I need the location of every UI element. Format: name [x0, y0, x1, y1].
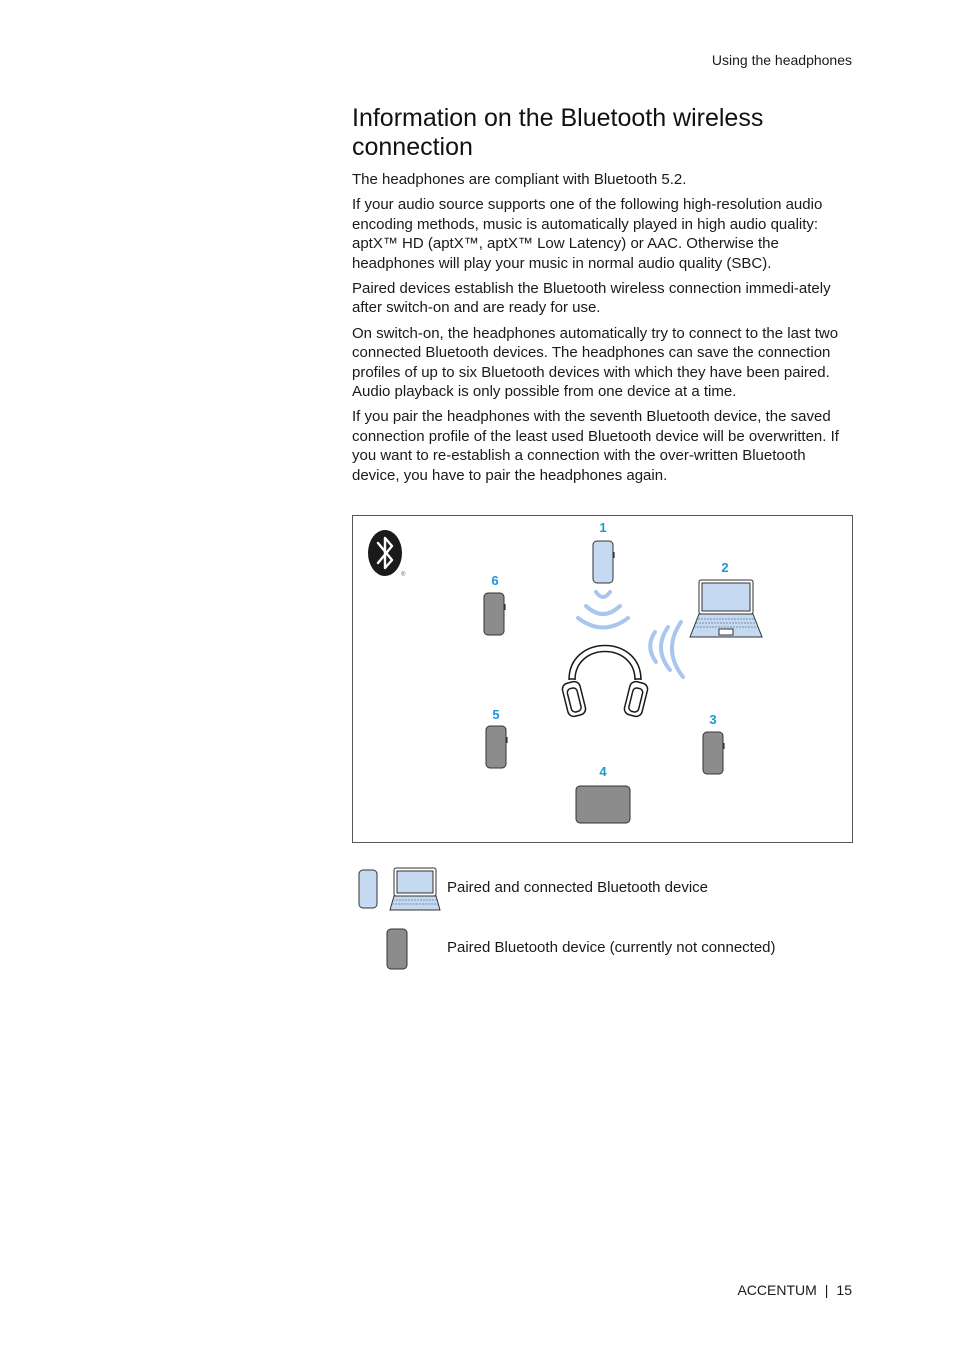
legend-not-connected-label: Paired Bluetooth device (currently not connected) — [447, 939, 776, 956]
page-footer — [737, 1282, 852, 1298]
connected-laptop-icon — [390, 868, 440, 910]
disconnected-smartphone-icon — [387, 929, 407, 969]
connected-laptop-icon — [690, 580, 762, 637]
paragraph-seventh-device: If you pair the headphones with the seventh Bluetooth device, the saved connection profile of the least used Bluetooth device will be overwritten. If you want to re-establish a connection with the over-written Bluetooth device, you have to pair the headphones again. — [352, 408, 839, 484]
footer-product-name: ACCENTUM — [737, 1282, 817, 1298]
callout-6: 6 — [491, 573, 499, 588]
callout-5: 5 — [492, 707, 500, 722]
legend-not-connected — [352, 920, 854, 980]
connected-smartphone-icon — [359, 870, 377, 908]
disconnected-smartphone-icon — [486, 726, 508, 768]
legend-connected — [352, 860, 854, 920]
page-number: 15 — [836, 1282, 852, 1298]
callout-4: 4 — [599, 764, 607, 779]
main-content — [352, 104, 854, 491]
paragraph-bluetooth-version: The headphones are compliant with Bluetooth 5.2. — [352, 171, 687, 188]
callout-2: 2 — [721, 560, 729, 575]
running-header: Using the headphones — [711, 52, 852, 68]
connected-smartphone-icon — [593, 541, 615, 583]
bluetooth-connection-diagram — [352, 515, 853, 843]
legend-connected-icons — [352, 860, 442, 914]
paragraph-codecs: If your audio source supports one of the following high-resolution audio encoding methods, music is automatically played in high audio quality: aptX™ HD (aptX™, aptX™ Low Latency) or AAC. Otherwise the headphones will play your music in normal audio quality (SBC). — [352, 196, 823, 272]
page-title: Information on the Bluetooth wireless connection — [352, 104, 764, 161]
callout-3: 3 — [709, 712, 717, 727]
disconnected-tablet-icon — [576, 786, 630, 823]
paragraph-paired-devices: Paired devices establish the Bluetooth wireless connection immedi-ately after switch-on and are ready for use. — [352, 280, 831, 317]
legend-connected-label: Paired and connected Bluetooth device — [447, 879, 709, 896]
headphones-icon — [561, 646, 649, 718]
disconnected-smartphone-icon — [484, 593, 506, 635]
legend — [352, 860, 854, 980]
bluetooth-logo-icon — [368, 530, 406, 578]
disconnected-smartphone-icon — [703, 732, 725, 774]
paragraph-auto-connect: On switch-on, the headphones automatically try to connect to the last two connected Bluetooth devices. The headphones can save the connection profiles of up to six Bluetooth devices with which they have been paired. Audio playback is only possible from one device at a time. — [352, 324, 839, 401]
svg-text:®: ® — [401, 572, 406, 578]
callout-1: 1 — [599, 520, 607, 535]
legend-not-connected-icons — [352, 920, 442, 974]
footer-separator: | — [824, 1282, 829, 1298]
diagram-canvas — [353, 516, 852, 842]
